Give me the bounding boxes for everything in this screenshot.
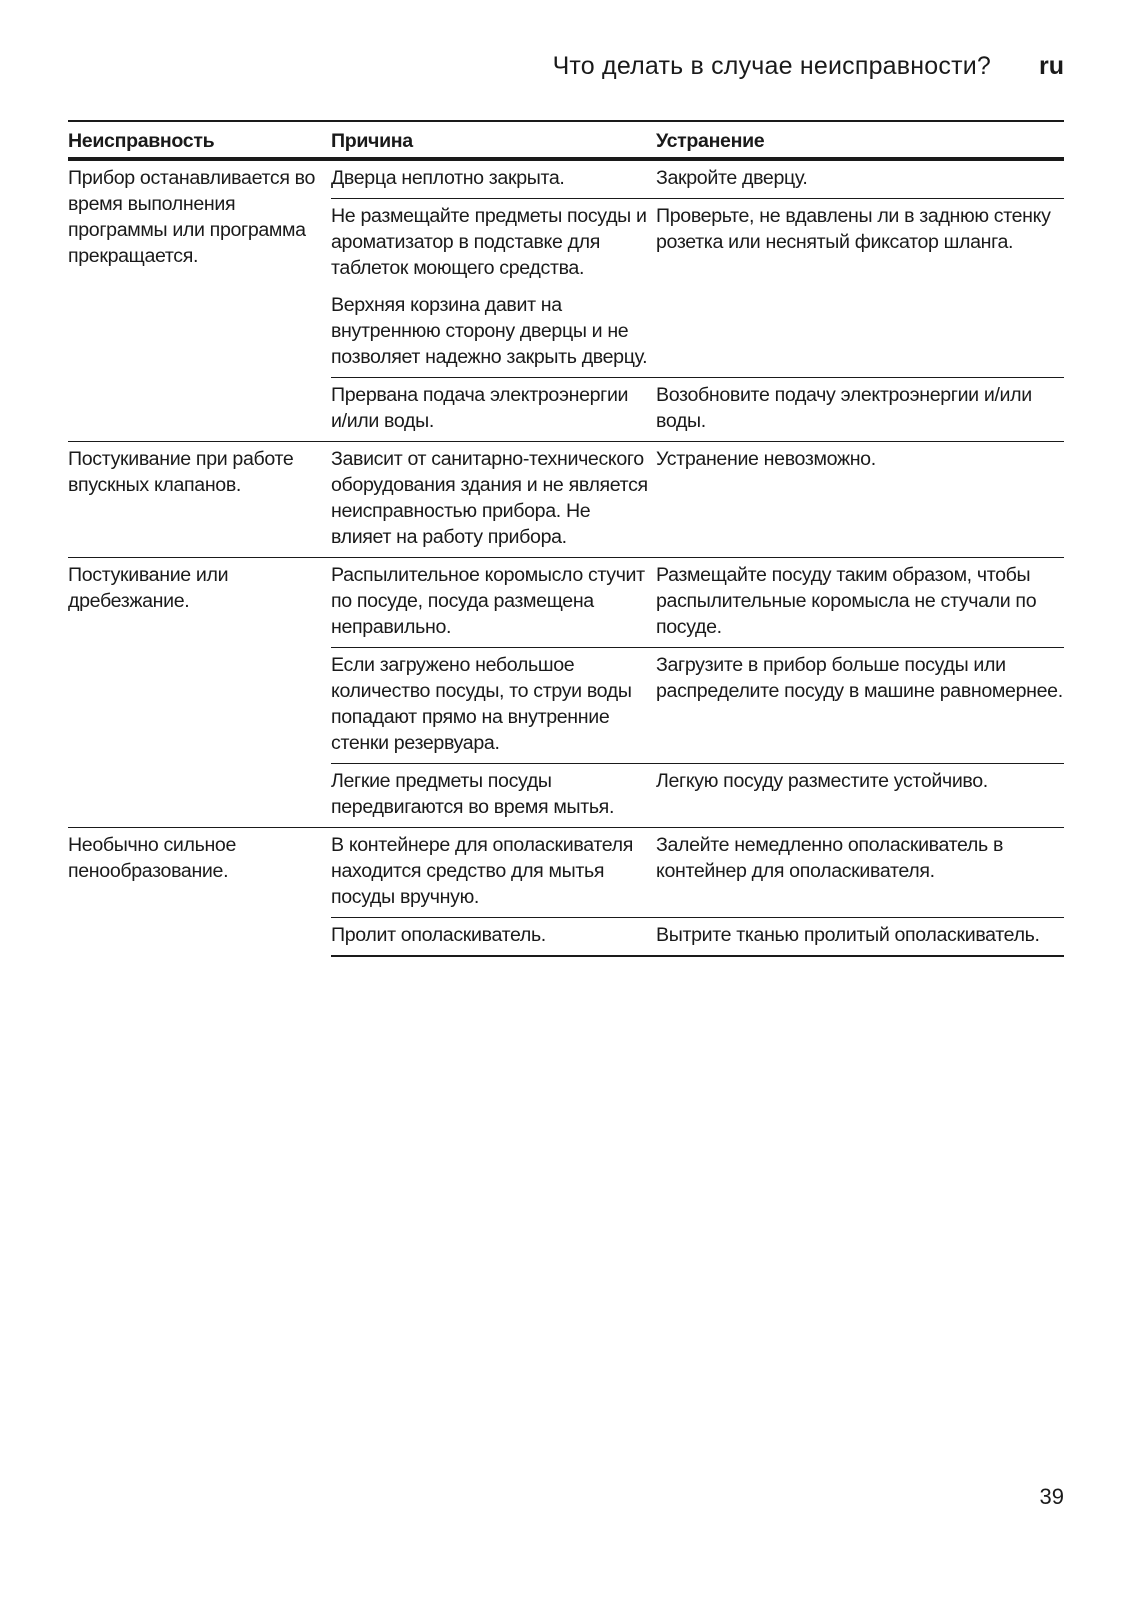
remedy-cell: Устранение невозможно. [656,442,1064,558]
remedy-cell: Загрузите в прибор больше посуды или распределите посуду в машине равномернее. [656,648,1064,764]
cause-cell: Пролит ополаскиватель. [331,918,656,957]
remedy-cell: Возобновите подачу электроэнергии и/или воды. [656,378,1064,442]
table-header-row [68,121,1064,159]
table-body [68,159,1064,956]
fault-cell: Постукивание или дребезжание. [68,558,331,828]
troubleshooting-table [68,120,1064,957]
cause-cell: Не размещайте предметы посуды и ароматизатор в подставке для таблеток моющего средства. [331,199,656,289]
table-row [68,442,1064,558]
table-row [68,828,1064,918]
column-header-cause: Причина [331,130,413,152]
fault-cell: Постукивание при работе впускных клапанов. [68,442,331,558]
remedy-cell: Закройте дверцу. [656,159,1064,199]
cause-cell: Если загружено небольшое количество посуды, то струи воды попадают прямо на внутренние стенки резервуара. [331,648,656,764]
cause-cell: Зависит от санитарно-технического оборудования здания и не является неисправностью прибора. Не влияет на работу прибора. [331,442,656,558]
language-code: ru [1039,52,1064,80]
remedy-cell: Проверьте, не вдавлены ли в заднюю стенку розетка или неснятый фиксатор шланга. [656,199,1064,289]
cause-cell: Распылительное коромысло стучит по посуде, посуда размещена неправильно. [331,558,656,648]
cause-cell: Легкие предметы посуды передвигаются во время мытья. [331,764,656,828]
cause-cell: В контейнере для ополаскивателя находится средство для мытья посуды вручную. [331,828,656,918]
cause-cell: Прервана подача электроэнергии и/или воды. [331,378,656,442]
remedy-cell: Залейте немедленно ополаскиватель в контейнер для ополаскивателя. [656,828,1064,918]
page-header [0,52,1064,92]
remedy-cell: Размещайте посуду таким образом, чтобы распылительные коромысла не стучали по посуде. [656,558,1064,648]
fault-cell: Необычно сильное пенообразование. [68,828,331,957]
cause-cell: Дверца неплотно закрыта. [331,159,656,199]
column-header-remedy: Устранение [656,130,765,152]
table-row [68,159,1064,199]
column-header-fault: Неисправность [68,130,215,152]
remedy-cell [656,288,1064,378]
page-title: Что делать в случае неисправности? [552,52,991,80]
page-number: 39 [1039,1484,1064,1509]
table-row [68,558,1064,648]
remedy-cell: Легкую посуду разместите устойчиво. [656,764,1064,828]
remedy-cell: Вытрите тканью пролитый ополаскиватель. [656,918,1064,957]
troubleshooting-table-container [68,120,1064,957]
fault-cell: Прибор останавливается во время выполнения программы или программа прекращается. [68,159,331,442]
cause-cell: Верхняя корзина давит на внутреннюю сторону дверцы и не позволяет надежно закрыть дверцу. [331,294,648,368]
